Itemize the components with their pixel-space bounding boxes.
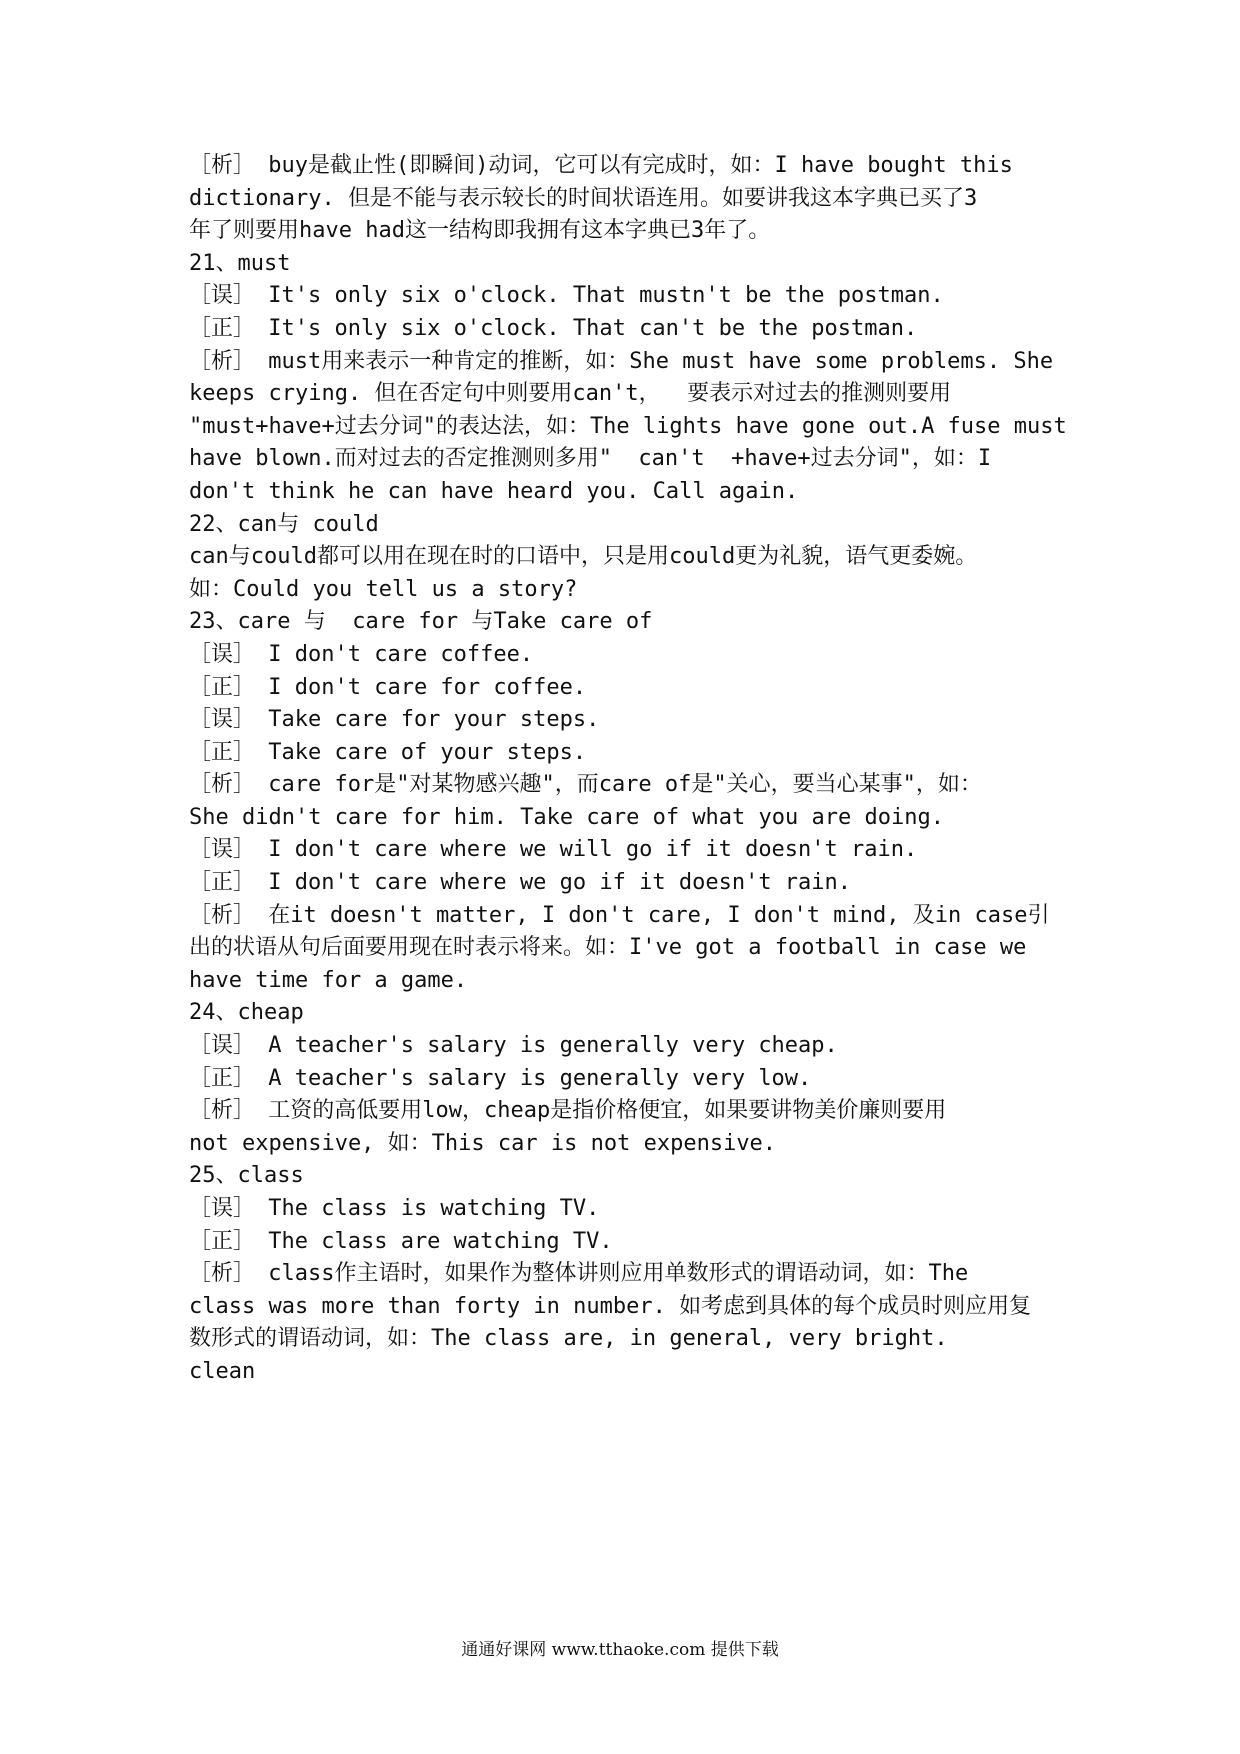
page-footer: 通通好课网 www.tthaoke.com 提供下载 (461, 1640, 779, 1660)
text-line: She didn't care for him. Take care of what you are doing. (189, 804, 944, 830)
text-line: "must+have+过去分词"的表达法，如：The lights have gone out.A fuse must (189, 413, 1067, 439)
correct-example: ［正］ I don't care where we go if it doesn't rain. (189, 870, 852, 896)
section-heading: clean (189, 1358, 256, 1384)
wrong-example: ［误］ I don't care coffee. (189, 641, 534, 667)
text-line: can与could都可以用在现在时的口语中，只是用could更为礼貌，语气更委婉。 (189, 544, 978, 570)
section-heading: 24、cheap (189, 1000, 304, 1026)
text-line: not expensive, 如：This car is not expensive. (189, 1130, 777, 1156)
text-line: 出的状语从句后面要用现在时表示将来。如：I've got a football in case we (189, 935, 1027, 961)
text-line: don't think he can have heard you. Call again. (189, 478, 799, 504)
correct-example: ［正］ A teacher's salary is generally very low. (189, 1065, 812, 1091)
section-heading: 25、class (189, 1163, 304, 1189)
document-body (189, 150, 1069, 1389)
wrong-example: ［误］ A teacher's salary is generally very cheap. (189, 1033, 838, 1059)
wrong-example: ［误］ Take care for your steps. (189, 707, 600, 733)
analysis-line: ［析］ must用来表示一种肯定的推断，如：She must have some problems. She (189, 348, 1054, 374)
correct-example: ［正］ The class are watching TV. (189, 1228, 613, 1254)
text-line: keeps crying. 但在否定句中则要用can't， 要表示对过去的推测则要用 (189, 381, 952, 407)
text-line: class was more than forty in number. 如考虑到具体的每个成员时则应用复 (189, 1293, 1032, 1319)
text-line: 如：Could you tell us a story? (189, 576, 578, 602)
wrong-example: ［误］ It's only six o'clock. That mustn't be the postman. (189, 283, 944, 309)
text-line: have time for a game. (189, 967, 468, 993)
section-heading: 21、must (189, 250, 291, 276)
correct-example: ［正］ Take care of your steps. (189, 739, 587, 765)
text-line: 年了则要用have had这一结构即我拥有这本字典已3年了。 (189, 218, 771, 244)
text-line: have blown.而对过去的否定推测则多用" can't +have+过去分词"，如：I (189, 446, 992, 472)
analysis-line: ［析］ 在it doesn't matter, I don't care, I don't mind, 及in case引 (189, 902, 1050, 928)
text-line: ［析］ buy是截止性(即瞬间)动词，它可以有完成时，如：I have bought this (189, 153, 1013, 178)
text-line: dictionary. 但是不能与表示较长的时间状语连用。如要讲我这本字典已买了3 (189, 185, 978, 211)
text-line: 数形式的谓语动词，如：The class are, in general, very bright. (189, 1326, 948, 1352)
analysis-line: ［析］ 工资的高低要用low，cheap是指价格便宜，如果要讲物美价廉则要用 (189, 1098, 947, 1124)
wrong-example: ［误］ I don't care where we will go if it doesn't rain. (189, 837, 918, 863)
analysis-line: ［析］ class作主语时，如果作为整体讲则应用单数形式的谓语动词，如：The (189, 1261, 969, 1287)
analysis-line: ［析］ care for是"对某物感兴趣"，而care of是"关心，要当心某事"，如： (189, 772, 982, 798)
correct-example: ［正］ It's only six o'clock. That can't be the postman. (189, 315, 918, 341)
section-heading: 22、can与 could (189, 511, 379, 537)
correct-example: ［正］ I don't care for coffee. (189, 674, 587, 700)
section-heading: 23、care 与 care for 与Take care of (189, 609, 653, 635)
wrong-example: ［误］ The class is watching TV. (189, 1196, 600, 1221)
